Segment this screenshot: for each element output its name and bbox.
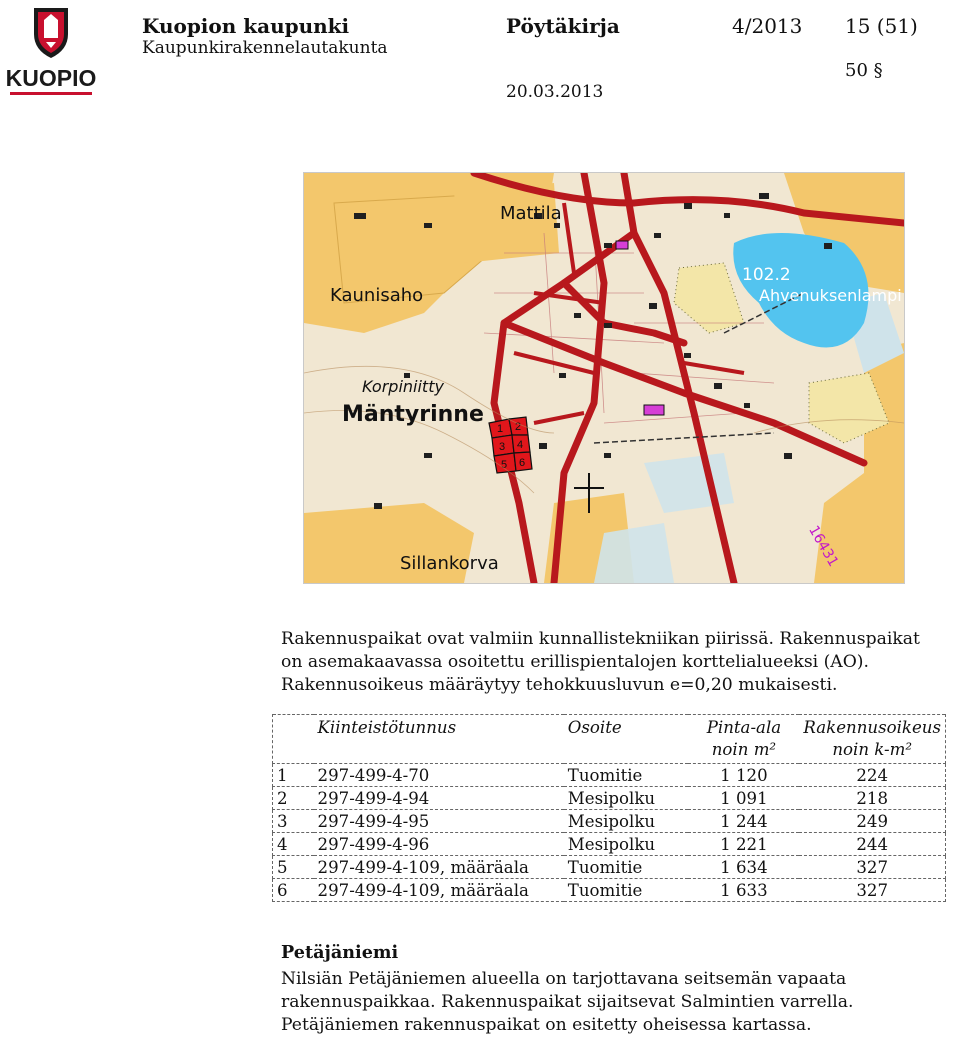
building-rights: 327 bbox=[799, 856, 945, 879]
table-header-row bbox=[273, 715, 946, 764]
meeting-date: 20.03.2013 bbox=[506, 82, 604, 102]
plot-5-label: 5 bbox=[501, 459, 508, 471]
table-row bbox=[273, 810, 946, 833]
plot-1-label: 1 bbox=[497, 423, 504, 435]
plot-2-label: 2 bbox=[515, 421, 522, 433]
paragraph-number: 50 § bbox=[845, 60, 883, 81]
header-building-rights: Rakennusoikeus noin k-m² bbox=[799, 715, 945, 764]
table-row bbox=[273, 856, 946, 879]
building-rights: 327 bbox=[799, 879, 945, 902]
property-id: 297-499-4-109, määräala bbox=[314, 856, 564, 879]
map-label-road-number: 16431 bbox=[805, 523, 842, 570]
logo-text: KUOPIO bbox=[5, 65, 97, 91]
row-number: 2 bbox=[273, 787, 314, 810]
area: 1 091 bbox=[688, 787, 799, 810]
table-row bbox=[273, 787, 946, 810]
area: 1 634 bbox=[688, 856, 799, 879]
property-id: 297-499-4-96 bbox=[314, 833, 564, 856]
area: 1 244 bbox=[688, 810, 799, 833]
building-rights: 218 bbox=[799, 787, 945, 810]
header-area: Pinta-ala noin m² bbox=[688, 715, 799, 764]
property-id: 297-499-4-70 bbox=[314, 764, 564, 787]
page-number: 15 (51) bbox=[845, 14, 918, 38]
plot-6-label: 6 bbox=[519, 457, 526, 469]
table-row bbox=[273, 764, 946, 787]
row-number: 4 bbox=[273, 833, 314, 856]
area: 1 633 bbox=[688, 879, 799, 902]
building-rights: 244 bbox=[799, 833, 945, 856]
document-type: Pöytäkirja bbox=[506, 14, 620, 38]
area: 1 120 bbox=[688, 764, 799, 787]
organization-name: Kuopion kaupunki bbox=[142, 14, 350, 38]
plots-table bbox=[272, 714, 946, 902]
row-number: 1 bbox=[273, 764, 314, 787]
area: 1 221 bbox=[688, 833, 799, 856]
map-label-sillankorva: Sillankorva bbox=[400, 553, 499, 574]
property-id: 297-499-4-109, määräala bbox=[314, 879, 564, 902]
map-label-mantyrinne: Mäntyrinne bbox=[342, 402, 484, 427]
board-name: Kaupunkirakennelautakunta bbox=[142, 38, 388, 58]
map-label-mattila: Mattila bbox=[500, 203, 562, 224]
address: Mesipolku bbox=[564, 833, 689, 856]
document-number: 4/2013 bbox=[732, 14, 803, 38]
coat-of-arms-icon bbox=[4, 4, 98, 98]
intro-paragraph: Rakennuspaikat ovat valmiin kunnallistekniikan piirissä. Rakennuspaikat on asemakaavassa osoitettu erillispientalojen korttelialueeksi (AO). Rakennusoikeus määräytyy tehokkuusluvun e=0,20 mukaisesti. bbox=[281, 629, 920, 695]
header-property-id: Kiinteistötunnus bbox=[314, 715, 564, 764]
address: Tuomitie bbox=[564, 879, 689, 902]
row-number: 5 bbox=[273, 856, 314, 879]
building-rights: 224 bbox=[799, 764, 945, 787]
site-map bbox=[303, 172, 905, 584]
property-id: 297-499-4-94 bbox=[314, 787, 564, 810]
row-number: 3 bbox=[273, 810, 314, 833]
kuopio-logo bbox=[4, 4, 98, 98]
header-address: Osoite bbox=[564, 715, 689, 764]
plot-3-label: 3 bbox=[499, 441, 506, 453]
section-title-petajaniemi: Petäjäniemi bbox=[281, 942, 399, 963]
plot-4-label: 4 bbox=[517, 439, 524, 451]
address: Mesipolku bbox=[564, 787, 689, 810]
map-label-elevation: 102.2 bbox=[742, 265, 791, 285]
map-label-kaunisaho: Kaunisaho bbox=[330, 285, 424, 306]
map-label-korpiniitty: Korpiniitty bbox=[362, 377, 444, 396]
building-rights: 249 bbox=[799, 810, 945, 833]
address: Tuomitie bbox=[564, 764, 689, 787]
address: Mesipolku bbox=[564, 810, 689, 833]
table-row bbox=[273, 879, 946, 902]
table-row bbox=[273, 833, 946, 856]
map-label-lake: Ahvenuksenlampi bbox=[759, 286, 902, 305]
property-id: 297-499-4-95 bbox=[314, 810, 564, 833]
header-number bbox=[273, 715, 314, 764]
petajaniemi-paragraph: Nilsiän Petäjäniemen alueella on tarjottavana seitsemän vapaata rakennuspaikkaa. Rakennuspaikat sijaitsevat Salmintien varrella. Petäjäniemen rakennuspaikat on esitetty oheisessa kartassa. bbox=[281, 969, 854, 1035]
row-number: 6 bbox=[273, 879, 314, 902]
address: Tuomitie bbox=[564, 856, 689, 879]
